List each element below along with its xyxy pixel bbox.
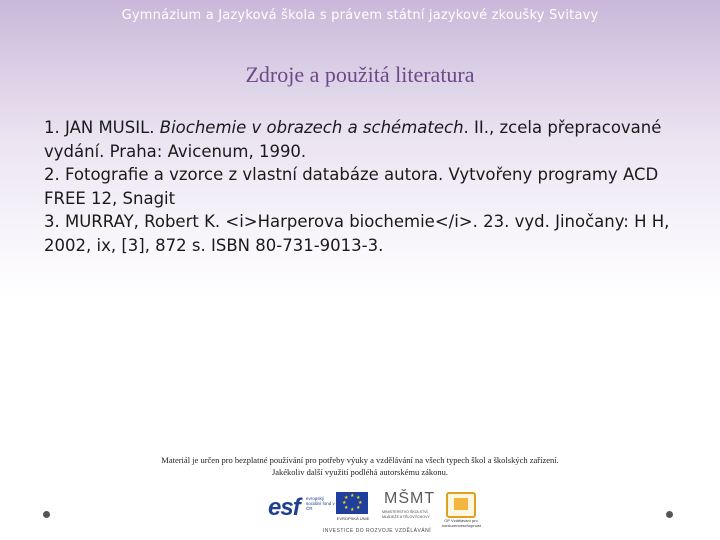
esf-logo-caption: evropský sociální fond v ČR <box>306 496 335 511</box>
reference-text: MURRAY, Robert K. <i>Harperova biochemie</i>. 23. vyd. Jinočany: H H, 2002, ix, [3], 872 s. ISBN 80-731-9013-3. <box>44 212 670 255</box>
slide-title: Zdroje a použitá literatura <box>245 62 475 87</box>
copyright-note <box>100 454 620 478</box>
reference-item <box>44 116 694 163</box>
right-bullet-dot <box>666 511 673 518</box>
reference-number: 2. <box>44 165 60 184</box>
msmt-logo-caption: MINISTERSTVO ŠKOLSTVÍ, MLÁDEŽE A TĚLOVÝCHOVY <box>382 510 430 519</box>
eu-logo-caption: EVROPSKÁ UNIE <box>336 516 370 521</box>
left-bullet-dot <box>43 511 50 518</box>
funding-logos-strip <box>266 488 486 536</box>
op-vk-logo-icon <box>446 492 476 518</box>
reference-list <box>44 116 694 257</box>
reference-text-pre: JAN MUSIL. <box>59 118 160 137</box>
reference-item <box>44 210 694 257</box>
reference-item <box>44 163 694 210</box>
op-vk-logo-caption: OP Vzdělávání pro konkurenceschopnost <box>442 518 481 528</box>
reference-book-title: Biochemie v obrazech a schématech <box>159 118 464 137</box>
reference-text-post: . II., zcela přepracované vydání. Praha: Avicenum, 1990. <box>44 118 662 161</box>
reference-number: 1. <box>44 118 60 137</box>
school-header: Gymnázium a Jazyková škola s právem státní jazykové zkoušky Svitavy <box>121 8 599 23</box>
msmt-logo: MŠMT <box>384 490 436 507</box>
investment-slogan: INVESTICE DO ROZVOJE VZDĚLÁVÁNÍ <box>322 528 432 534</box>
reference-number: 3. <box>44 212 60 231</box>
eu-flag-icon: ★ ★ ★ ★ ★ ★ ★ ★ <box>336 492 368 514</box>
reference-text: Fotografie a vzorce z vlastní databáze autora. Vytvořeny programy ACD FREE 12, Snagit <box>44 165 659 208</box>
copyright-note-line-1: Materiál je určen pro bezplatné používání pro potřeby výuky a vzdělávání na všech typech škol a školských zařízení. <box>161 455 559 465</box>
esf-logo: esf <box>268 494 300 521</box>
copyright-note-line-2: Jakékoliv další využití podléhá autorskému zákonu. <box>271 467 449 477</box>
